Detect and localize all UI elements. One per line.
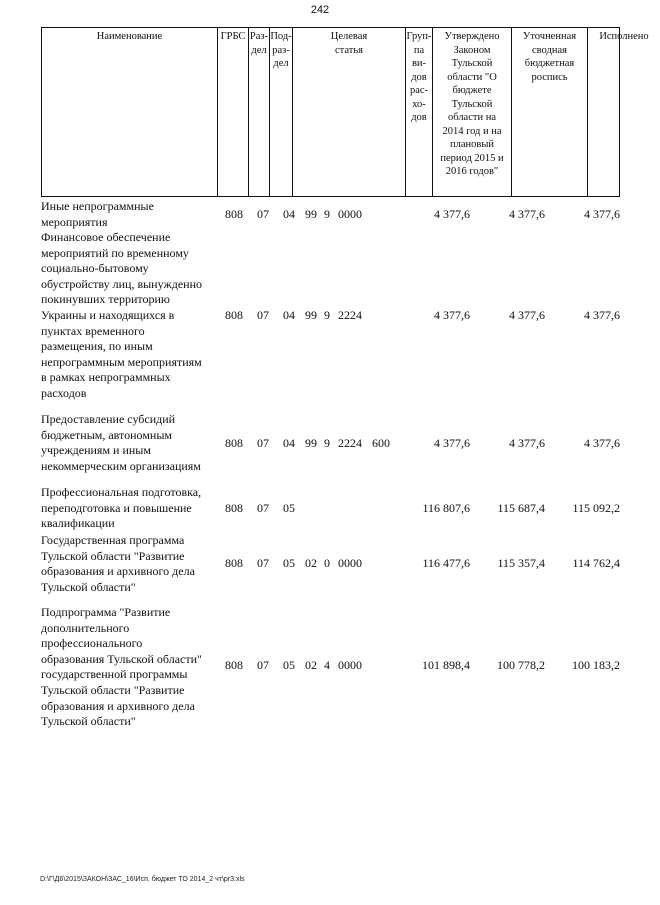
- row-expense-type: 600: [372, 436, 390, 450]
- page-number: 242: [310, 4, 330, 16]
- row-grbs: 808: [225, 556, 243, 570]
- row-approved: 116 807,6: [422, 501, 470, 515]
- row-program: 02: [305, 658, 317, 672]
- row-name: Подпрограмма "Развитие дополнительного профессионального образования Тульской области" государственной программы Тульской области "Развитие образования и архивного дела Тульской области": [41, 605, 202, 729]
- row-subprogram: 9: [324, 207, 330, 221]
- header-target-article: Целевая статья: [293, 28, 406, 196]
- row-name: Предоставление субсидий бюджетным, автономным учреждениям и иным некоммерческим организациям: [41, 412, 201, 473]
- row-code: 2224: [338, 436, 362, 450]
- row-executed: 4 377,6: [584, 436, 620, 450]
- header-name: Наименование: [42, 28, 218, 196]
- row-subprogram: 9: [324, 308, 330, 322]
- row-approved: 4 377,6: [434, 308, 470, 322]
- row-executed: 4 377,6: [584, 207, 620, 221]
- row-refined: 100 778,2: [497, 658, 545, 672]
- row-razdel: 07: [257, 308, 269, 322]
- row-approved: 4 377,6: [434, 436, 470, 450]
- row-razdel: 07: [257, 658, 269, 672]
- row-code: 0000: [338, 207, 362, 221]
- row-approved: 116 477,6: [422, 556, 470, 570]
- row-grbs: 808: [225, 308, 243, 322]
- row-refined: 4 377,6: [509, 207, 545, 221]
- row-grbs: 808: [225, 501, 243, 515]
- header-grbs: ГРБС: [218, 28, 249, 196]
- row-podrazdel: 04: [283, 308, 295, 322]
- row-refined: 115 687,4: [497, 501, 545, 515]
- header-podrazdel: Под- раз- дел: [270, 28, 293, 196]
- row-code: 2224: [338, 308, 362, 322]
- row-razdel: 07: [257, 436, 269, 450]
- row-executed: 4 377,6: [584, 308, 620, 322]
- row-executed: 114 762,4: [572, 556, 620, 570]
- row-podrazdel: 04: [283, 436, 295, 450]
- row-grbs: 808: [225, 207, 243, 221]
- row-razdel: 07: [257, 501, 269, 515]
- row-name: Финансовое обеспечение мероприятий по временному социально-бытовому обустройству лиц, вынужденно покинувших территорию Украины и находящихся в пунктах временного размещения, по иным непрограммным мероприятиям в рамках непрограммных расходов: [41, 230, 203, 400]
- row-podrazdel: 05: [283, 658, 295, 672]
- header-executed: Исполнено: [599, 31, 649, 42]
- header-expense-type: Груп- па ви- дов рас- хо- дов: [406, 28, 433, 196]
- row-razdel: 07: [257, 556, 269, 570]
- row-subprogram: 9: [324, 436, 330, 450]
- row-name: Государственная программа Тульской области "Развитие образования и архивного дела Тульской области": [41, 533, 195, 594]
- row-subprogram: 4: [324, 658, 330, 672]
- row-refined: 4 377,6: [509, 308, 545, 322]
- row-program: 99: [305, 436, 317, 450]
- row-program: 99: [305, 207, 317, 221]
- row-program: 02: [305, 556, 317, 570]
- header-refined: Уточненная сводная бюджетная роспись: [512, 28, 588, 196]
- row-refined: 4 377,6: [509, 436, 545, 450]
- file-path-footer: D:\Г\Д6\2015\ЗАКОН\ЗАС_16\Исп. бюджет ТО 2014_2 чт\pr3.xls: [40, 876, 245, 883]
- row-razdel: 07: [257, 207, 269, 221]
- row-executed: 100 183,2: [572, 658, 620, 672]
- row-code: 0000: [338, 658, 362, 672]
- row-podrazdel: 05: [283, 501, 295, 515]
- row-refined: 115 357,4: [497, 556, 545, 570]
- row-approved: 101 898,4: [422, 658, 470, 672]
- row-podrazdel: 04: [283, 207, 295, 221]
- table-header: [41, 27, 649, 197]
- header-approved: Утверждено Законом Тульской области "О бюджете Тульской области на 2014 год и на плановый период 2015 и 2016 годов": [433, 28, 512, 196]
- row-executed: 115 092,2: [572, 501, 620, 515]
- row-grbs: 808: [225, 436, 243, 450]
- row-approved: 4 377,6: [434, 207, 470, 221]
- row-program: 99: [305, 308, 317, 322]
- row-subprogram: 0: [324, 556, 330, 570]
- header-razdel: Раз- дел: [249, 28, 270, 196]
- row-podrazdel: 05: [283, 556, 295, 570]
- row-name: Профессиональная подготовка, переподготовка и повышение квалификации: [41, 485, 202, 531]
- row-code: 0000: [338, 556, 362, 570]
- row-grbs: 808: [225, 658, 243, 672]
- row-name: Иные непрограммные мероприятия: [41, 199, 154, 229]
